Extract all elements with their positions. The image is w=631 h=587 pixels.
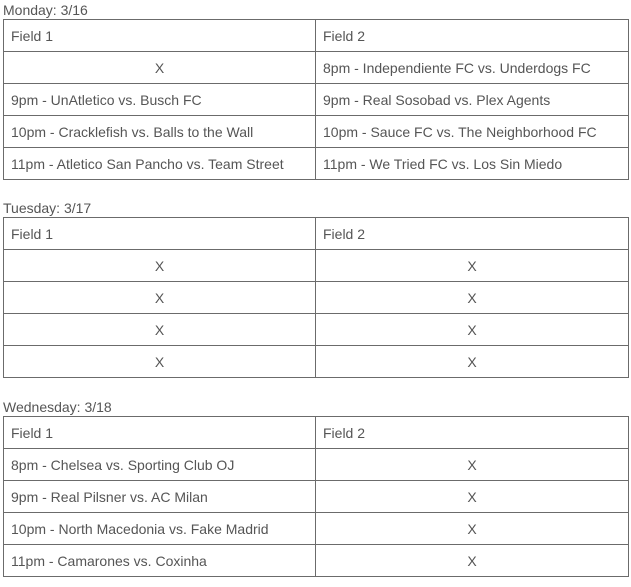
table-cell: X: [4, 52, 316, 84]
table-cell: X: [4, 250, 316, 282]
table-cell: 11pm - We Tried FC vs. Los Sin Miedo: [316, 148, 629, 180]
table-row: [4, 346, 629, 378]
column-header-field-2: Field 2: [316, 417, 629, 449]
table-cell: 8pm - Independiente FC vs. Underdogs FC: [316, 52, 629, 84]
table-cell: X: [4, 314, 316, 346]
table-cell: 8pm - Chelsea vs. Sporting Club OJ: [4, 449, 316, 481]
table-header-row: [4, 20, 629, 52]
day-section-wednesday: [3, 398, 628, 577]
column-header-field-1: Field 1: [4, 218, 316, 250]
column-header-field-2: Field 2: [316, 218, 629, 250]
table-cell: X: [316, 481, 629, 513]
table-cell: X: [316, 545, 629, 577]
day-section-monday: [3, 1, 628, 180]
table-row: [4, 148, 629, 180]
column-header-field-2: Field 2: [316, 20, 629, 52]
table-row: [4, 84, 629, 116]
column-header-field-1: Field 1: [4, 417, 316, 449]
day-title: Monday: 3/16: [3, 2, 88, 18]
table-header-row: [4, 417, 629, 449]
table-cell: 11pm - Camarones vs. Coxinha: [4, 545, 316, 577]
table-row: [4, 250, 629, 282]
table-cell: 10pm - North Macedonia vs. Fake Madrid: [4, 513, 316, 545]
day-title: Tuesday: 3/17: [3, 200, 92, 216]
schedule-table: [3, 19, 629, 180]
table-cell: 9pm - UnAtletico vs. Busch FC: [4, 84, 316, 116]
table-cell: X: [316, 250, 629, 282]
schedule-table: [3, 217, 629, 378]
day-title: Wednesday: 3/18: [3, 399, 112, 415]
table-row: [4, 282, 629, 314]
column-header-field-1: Field 1: [4, 20, 316, 52]
table-cell: X: [316, 513, 629, 545]
table-cell: X: [4, 282, 316, 314]
table-row: [4, 481, 629, 513]
table-cell: X: [316, 449, 629, 481]
table-row: [4, 545, 629, 577]
table-cell: X: [316, 314, 629, 346]
table-header-row: [4, 218, 629, 250]
table-row: [4, 116, 629, 148]
schedule-table: [3, 416, 629, 577]
table-cell: 9pm - Real Sosobad vs. Plex Agents: [316, 84, 629, 116]
table-cell: 10pm - Cracklefish vs. Balls to the Wall: [4, 116, 316, 148]
table-row: [4, 52, 629, 84]
table-cell: 9pm - Real Pilsner vs. AC Milan: [4, 481, 316, 513]
table-cell: 11pm - Atletico San Pancho vs. Team Street: [4, 148, 316, 180]
table-cell: X: [4, 346, 316, 378]
table-cell: 10pm - Sauce FC vs. The Neighborhood FC: [316, 116, 629, 148]
table-row: [4, 314, 629, 346]
table-row: [4, 449, 629, 481]
table-cell: X: [316, 282, 629, 314]
table-cell: X: [316, 346, 629, 378]
table-row: [4, 513, 629, 545]
day-section-tuesday: [3, 199, 628, 378]
